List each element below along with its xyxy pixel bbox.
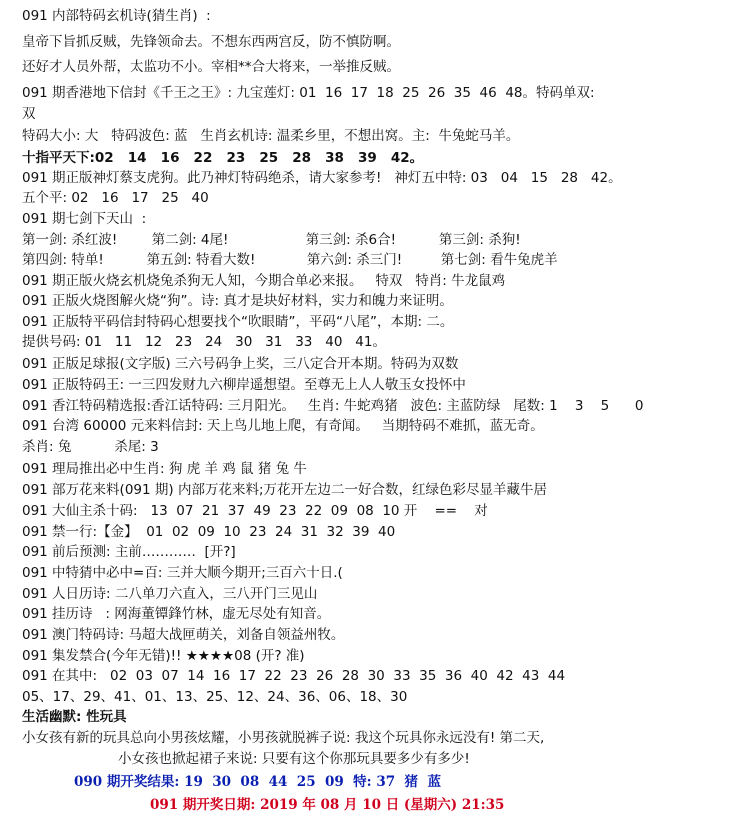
ten-fingers-line: 十指平天下:02 14 16 22 23 25 28 38 39 42。 xyxy=(22,150,424,166)
fire-riddle-line: 091 期正版火烧玄机烧兔杀狗无人知，今期合单必来报。 特双 特肖: 牛龙鼠鸡 xyxy=(22,273,506,289)
hongkong-pick-line: 091 香江特码精选报:香江话特码: 三月阳光。 生肖: 牛蛇鸡猪 波色: 主蓝防绿 尾数: 1 3 5 0 xyxy=(22,398,644,414)
calendar-poem-line: 091 人日历诗: 二八单刀六直入，三八开门三见山 xyxy=(22,586,318,602)
forecast-line: 091 前后预测: 主前………… [开?] xyxy=(22,544,236,560)
code-king-line: 091 正版特码王: 一三四发财九六柳岸遥想望。至尊无上人人敬玉女投怀中 xyxy=(22,377,466,393)
joke-line-2: 小女孩也掀起裙子来说: 只要有这个你那玩具要多少有多少! xyxy=(118,751,470,767)
five-flat-line: 五个平: 02 16 17 25 40 xyxy=(22,190,209,206)
joke-line-1: 小女孩有新的玩具总向小男孩炫耀，小男孩就脱裤子说: 我这个玩具你永远没有! 第二天, xyxy=(22,730,545,746)
seven-swords-title: 091 期七剑下天山 : xyxy=(22,211,147,227)
previous-result-line: 090 期开奖结果: 19 30 08 44 25 09 特: 37 猪 蓝 xyxy=(74,774,441,790)
immortal-kill-line: 091 大仙主杀十码: 13 07 21 37 49 23 22 09 08 10 开 == 对 xyxy=(22,503,488,519)
jifa-line: 091 集发禁合(今年无错)!! ★★★★08 (开? 准) xyxy=(22,648,305,664)
forbidden-line: 091 禁一行:【金】 01 02 09 10 23 24 31 32 39 40 xyxy=(22,524,396,540)
fire-diagram-line: 091 正版火烧图解火烧“狗”。诗: 真才是块好材料，实力和魄力来证明。 xyxy=(22,293,453,309)
size-color-line: 特码大小: 大 特码波色: 蓝 生肖玄机诗: 温柔乡里，不想出窝。主: 牛兔蛇马羊。 xyxy=(22,128,520,144)
hundred-line: 091 中特猜中必中=百: 三并大顺今期开;三百六十日.( xyxy=(22,565,343,581)
hk-envelope-line: 091 期香港地下信封《千王之王》: 九宝莲灯: 01 16 17 18 25 26 35 46 48。特码单双: xyxy=(22,85,595,101)
poem-line-1: 皇帝下旨抓反贼，先锋领命去。不想东西两宫反，防不慎防啊。 xyxy=(22,34,400,50)
seven-swords-row-2: 第四剑: 特单! 第五剑: 特看大数! 第六剑: 杀三门! 第七剑: 看牛兔虎羊 xyxy=(22,252,558,268)
hanging-poem-line: 091 挂历诗 : 网海董镡鋒竹林，虚无尽处有知音。 xyxy=(22,606,331,622)
in-it-line: 091 在其中: 02 03 07 14 16 17 22 23 26 28 30 33 35 36 40 42 43 44 xyxy=(22,668,566,684)
number-sequence: 05、17、29、41、01、13、25、12、24、36、06、18、30 xyxy=(22,689,408,705)
draw-date-line: 091 期开奖日期: 2019 年 08 月 10 日 (星期六) 21:35 xyxy=(150,797,505,813)
magic-lamp-line: 091 期正版神灯蔡支虎狗。此乃神灯特码绝杀，请大家参考! 神灯五中特: 03 04 15 28 42。 xyxy=(22,170,622,186)
taiwan-envelope-line: 091 台湾 60000 元来料信封: 天上鸟儿地上爬，有奇闻。 当期特码不难抓，蓝无奇。 xyxy=(22,418,544,434)
title-line: 091 内部特码玄机诗(猜生肖) : xyxy=(22,8,211,24)
hk-envelope-parity: 双 xyxy=(22,106,36,122)
provided-numbers: 提供号码: 01 11 12 23 24 30 31 33 40 41。 xyxy=(22,334,386,350)
poem-line-2: 还好才人员外帮，太监功不小。宰相**合大将来，一举推反贼。 xyxy=(22,59,400,75)
humor-title: 生活幽默: 性玩具 xyxy=(22,709,127,725)
football-report-line: 091 正版足球报(文字版) 三六号码争上奖，三八定合开本期。特码为双数 xyxy=(22,356,459,372)
kill-zodiac-line: 杀肖: 兔 杀尾: 3 xyxy=(22,439,159,455)
envelope-flat-line: 091 正版特平码信封特码心想要找个“吹眼睛”，平码“八尾”，本期: 二。 xyxy=(22,314,454,330)
macau-poem-line: 091 澳门特码诗: 马超大战匣萌关，刘备自领益州牧。 xyxy=(22,627,345,643)
seven-swords-row-1: 第一剑: 杀红波! 第二剑: 4尾! 第三剑: 杀6合! 第三剑: 杀狗! xyxy=(22,232,521,248)
must-zodiac-line: 091 理局推出必中生肖: 狗 虎 羊 鸡 鼠 猪 兔 牛 xyxy=(22,461,307,477)
flowers-line: 091 部万花来料(091 期) 内部万花来料;万花开左边二一好合数，红绿色彩尽显羊藏牛居 xyxy=(22,482,547,498)
